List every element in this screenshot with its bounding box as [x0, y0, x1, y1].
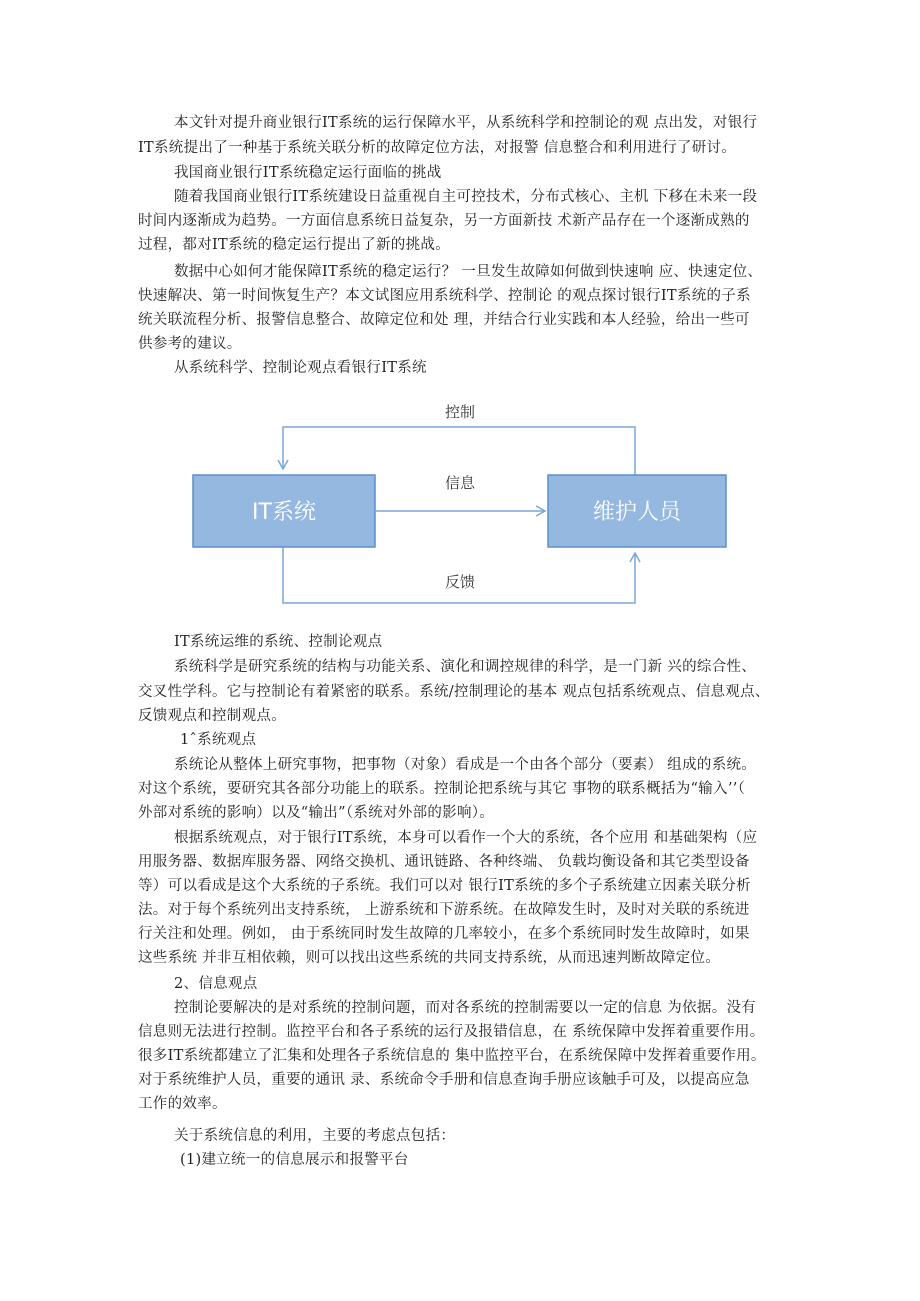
section-heading-system-viewpoint: 1ˆ系统观点 [180, 732, 257, 748]
feedback-label: 反馈 [444, 573, 476, 591]
paragraph-4-line-3: 反馈观点和控制观点。 [138, 708, 286, 724]
paragraph-1-line-2: IT系统提出了一种基于系统关联分析的故障定位方法，对报警 信息整合和利用进行了研讨。 [138, 140, 737, 156]
maintainer-label: 维护人员 [592, 500, 682, 525]
paragraph-6-line-4: 法。对于每个系统列出支持系统， 上游系统和下游系统。在故障发生时，及时对关联的系统进 [138, 902, 750, 918]
paragraph-7-line-3: 很多IT系统都建立了汇集和处理各子系统信息的 集中监控平台，在系统保障中发挥着重要作用。 [138, 1048, 766, 1064]
list-item-1: (1)建立统一的信息展示和报警平台 [180, 1152, 409, 1168]
paragraph-6-line-5: 行关注和处理。例如， 由于系统同时发生故障的几率较小，在多个系统同时发生故障时，如果 [138, 926, 750, 942]
paragraph-5-line-1: 系统论从整体上研究事物，把事物（对象）看成是一个由各个部分（要素） 组成的系统。 [174, 757, 757, 773]
info-label: 信息 [444, 474, 476, 492]
section-heading-it-ops-view: IT系统运维的系统、控制论观点 [174, 634, 383, 650]
section-heading-challenges: 我国商业银行IT系统稳定运行面临的挑战 [174, 165, 442, 181]
paragraph-6-line-2: 用服务器、数据库服务器、网络交换机、通讯链路、各种终端、 负载均衡设备和其它类型设备 [138, 854, 750, 870]
paragraph-3-line-4: 供参考的建议。 [138, 336, 242, 352]
paragraph-4-line-1: 系统科学是研究系统的结构与功能关系、演化和调控规律的科学，是一门新 兴的综合性、 [174, 659, 757, 675]
section-heading-system-view: 从系统科学、控制论观点看银行IT系统 [174, 360, 427, 376]
paragraph-7-line-1: 控制论要解决的是对系统的控制问题，而对各系统的控制需要以一定的信息 为依据。没有 [174, 1000, 757, 1016]
section-heading-information-viewpoint: 2、信息观点 [174, 976, 258, 992]
it-system-label: IT系统 [252, 500, 316, 525]
paragraph-7-line-5: 工作的效率。 [138, 1096, 227, 1112]
paragraph-2-line-1: 随着我国商业银行IT系统建设日益重视自主可控技术，分布式核心、主机 下移在未来一段 [174, 189, 758, 205]
paragraph-8: 关于系统信息的利用，主要的考虑点包括： [174, 1128, 456, 1144]
paragraph-3-line-3: 统关联流程分析、报警信息整合、故障定位和处 理，并结合行业实践和本人经验，给出一些可 [138, 312, 750, 328]
paragraph-3-line-2: 快速解决、第一时间恢复生产？本文试图应用系统科学、控制论 的观点探讨银行IT系统的子系 [138, 288, 751, 304]
paragraph-2-line-2: 时间内逐渐成为趋势。一方面信息系统日益复杂，另一方面新技 术新产品存在一个逐渐成熟的 [138, 213, 750, 229]
paragraph-1-line-1: 本文针对提升商业银行IT系统的运行保障水平，从系统科学和控制论的观 点出发，对银行 [174, 115, 758, 131]
paragraph-6-line-6: 这些系统 并非互相依赖，则可以找出这些系统的共同支持系统，从而迅速判断故障定位。 [138, 950, 721, 966]
paragraph-5-line-3: 外部对系统的影响）以及“输出”（系统对外部的影响）。 [138, 805, 495, 821]
paragraph-4-line-2: 交叉性学科。它与控制论有着紧密的联系。系统/控制理论的基本 观点包括系统观点、信息观点、 [138, 684, 770, 700]
paragraph-2-line-3: 过程，都对IT系统的稳定运行提出了新的挑战。 [138, 237, 450, 253]
paragraph-6-line-1: 根据系统观点，对于银行IT系统，本身可以看作一个大的系统，各个应用 和基础架构（应 [174, 830, 758, 846]
paragraph-7-line-2: 信息则无法进行控制。监控平台和各子系统的运行及报错信息，在 系统保障中发挥着重要作用。 [138, 1024, 765, 1040]
paragraph-7-line-4: 对于系统维护人员，重要的通讯 录、系统命令手册和信息查询手册应该触手可及，以提高应急 [138, 1072, 750, 1088]
paragraph-5-line-2: 对这个系统，要研究其各部分功能上的联系。控制论把系统与其它 事物的联系概括为“输入’’（ [138, 781, 746, 797]
paragraph-6-line-3: 等）可以看成是这个大系统的子系统。我们可以对 银行IT系统的多个子系统建立因素关联分析 [138, 878, 751, 894]
control-label: 控制 [444, 403, 476, 421]
paragraph-3-line-1: 数据中心如何才能保障IT系统的稳定运行？ 一旦发生故障如何做到快速响 应、快速定位、 [174, 264, 763, 280]
control-arrow [283, 427, 635, 475]
control-loop-diagram [180, 395, 740, 615]
